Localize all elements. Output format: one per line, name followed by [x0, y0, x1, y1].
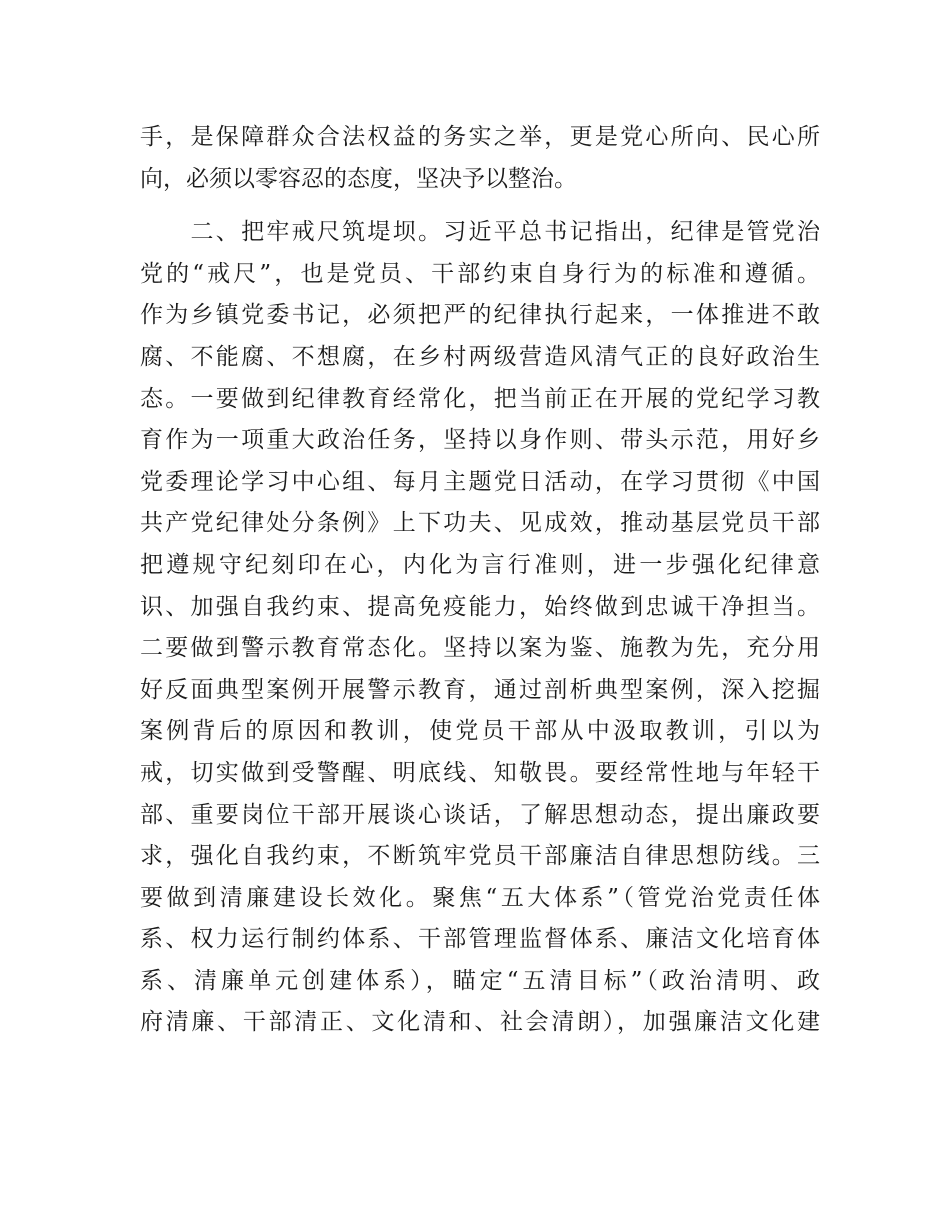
- text-line: 求，强化自我约束，不断筑牢党员干部廉洁自律思想防线。三: [140, 843, 820, 870]
- text-line: 党的“戒尺”，也是党员、干部约束自身行为的标准和遵循。: [140, 260, 820, 287]
- text-line: 好反面典型案例开展警示教育，通过剖析典型案例，深入挖掘: [140, 676, 820, 703]
- text-line: 二、把牢戒尺筑堤坝。习近平总书记指出，纪律是管党治: [140, 219, 820, 246]
- text-line: 要做到清廉建设长效化。聚焦“五大体系”（管党治党责任体: [140, 884, 820, 911]
- paragraph-1: [140, 117, 820, 200]
- text-line: 戒，切实做到受警醒、明底线、知敬畏。要经常性地与年轻干: [140, 759, 820, 786]
- text-line: 系、权力运行制约体系、干部管理监督体系、廉洁文化培育体: [140, 926, 820, 953]
- paragraph-spacer: [140, 200, 820, 212]
- text-line: 党委理论学习中心组、每月主题党日活动，在学习贯彻《中国: [140, 468, 820, 495]
- text-line: 府清廉、干部清正、文化清和、社会清朗），加强廉洁文化建: [140, 1009, 820, 1036]
- text-line: 态。一要做到纪律教育经常化，把当前正在开展的党纪学习教: [140, 385, 820, 412]
- text-line: 二要做到警示教育常态化。坚持以案为鉴、施教为先，充分用: [140, 635, 820, 662]
- text-line: 向，必须以零容忍的态度，坚决予以整治。: [140, 165, 577, 192]
- text-line: 识、加强自我约束、提高免疫能力，始终做到忠诚干净担当。: [140, 593, 820, 620]
- text-line: 把遵规守纪刻印在心，内化为言行准则，进一步强化纪律意: [140, 551, 820, 578]
- document-body: [140, 117, 820, 1044]
- text-line: 案例背后的原因和教训，使党员干部从中汲取教训，引以为: [140, 718, 820, 745]
- paragraph-2: [140, 212, 820, 1044]
- text-line: 手，是保障群众合法权益的务实之举，更是党心所向、民心所: [140, 124, 820, 150]
- text-line: 共产党纪律处分条例》上下功夫、见成效，推动基层党员干部: [140, 510, 820, 537]
- text-line: 作为乡镇党委书记，必须把严的纪律执行起来，一体推进不敢: [140, 302, 820, 329]
- text-line: 育作为一项重大政治任务，坚持以身作则、带头示范，用好乡: [140, 427, 820, 454]
- text-line: 部、重要岗位干部开展谈心谈话，了解思想动态，提出廉政要: [140, 801, 820, 828]
- text-line: 腐、不能腐、不想腐，在乡村两级营造风清气正的良好政治生: [140, 343, 820, 370]
- text-line: 系、清廉单元创建体系），瞄定“五清目标”（政治清明、政: [140, 967, 820, 994]
